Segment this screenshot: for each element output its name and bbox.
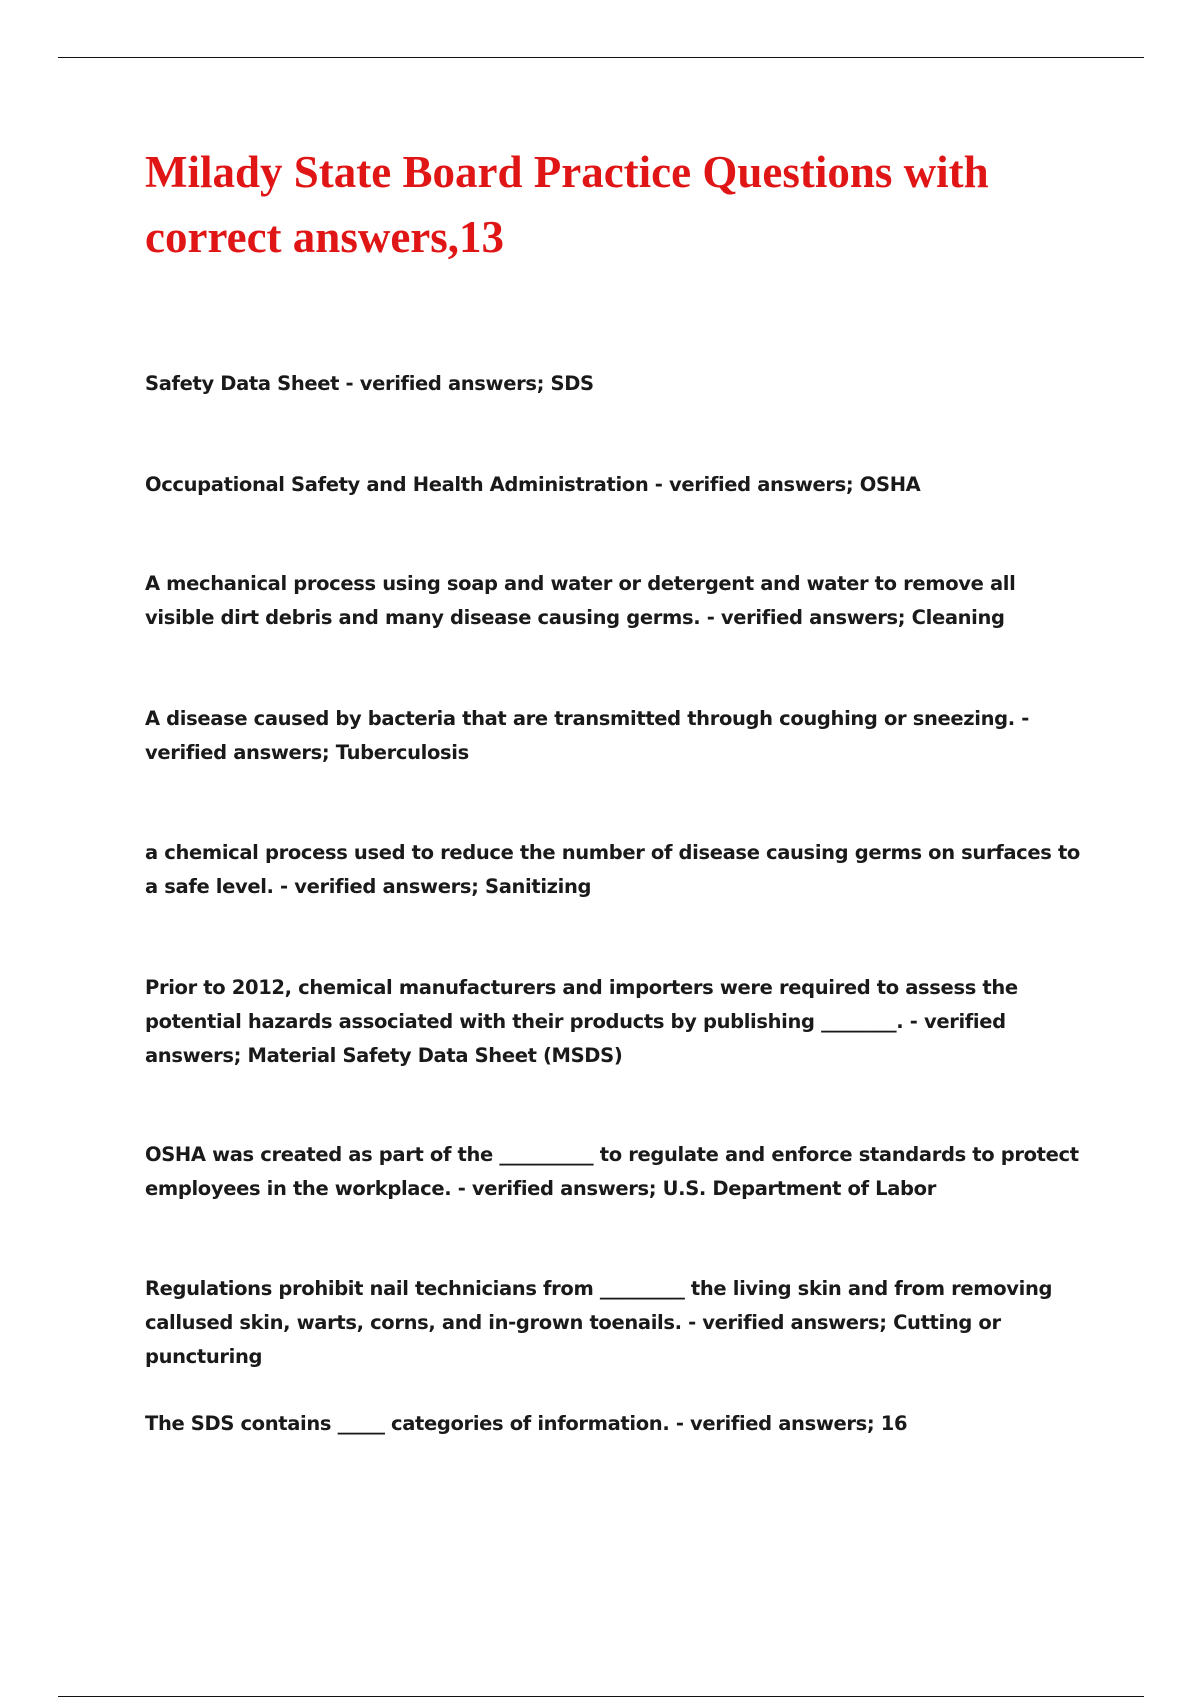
qa-item: Safety Data Sheet - verified answers; SDS xyxy=(145,372,594,395)
qa-item: Prior to 2012, chemical manufacturers and importers were required to assess the potential hazards associated with their products by publishing ________. - verified answers; Material Safety Data Sheet (MSDS) xyxy=(145,976,1018,1067)
top-divider xyxy=(58,57,1144,58)
bottom-divider xyxy=(58,1696,1144,1697)
qa-item: Occupational Safety and Health Administration - verified answers; OSHA xyxy=(145,473,921,496)
qa-item: a chemical process used to reduce the number of disease causing germs on surfaces to a safe level. - verified answers; Sanitizing xyxy=(145,841,1080,898)
document-title: Milady State Board Practice Questions with correct answers,13 xyxy=(145,147,989,262)
qa-item: Regulations prohibit nail technicians from _________ the living skin and from removing callused skin, warts, corns, and in-grown toenails. - verified answers; Cutting or puncturing xyxy=(145,1277,1053,1368)
qa-item: A disease caused by bacteria that are transmitted through coughing or sneezing. - verified answers; Tuberculosis xyxy=(145,707,1029,764)
qa-item: The SDS contains _____ categories of information. - verified answers; 16 xyxy=(145,1412,908,1435)
qa-item: OSHA was created as part of the __________ to regulate and enforce standards to protect employees in the workplace. - verified answers; U.S. Department of Labor xyxy=(145,1143,1079,1200)
qa-item: A mechanical process using soap and water or detergent and water to remove all visible dirt debris and many disease causing germs. - verified answers; Cleaning xyxy=(145,572,1016,629)
